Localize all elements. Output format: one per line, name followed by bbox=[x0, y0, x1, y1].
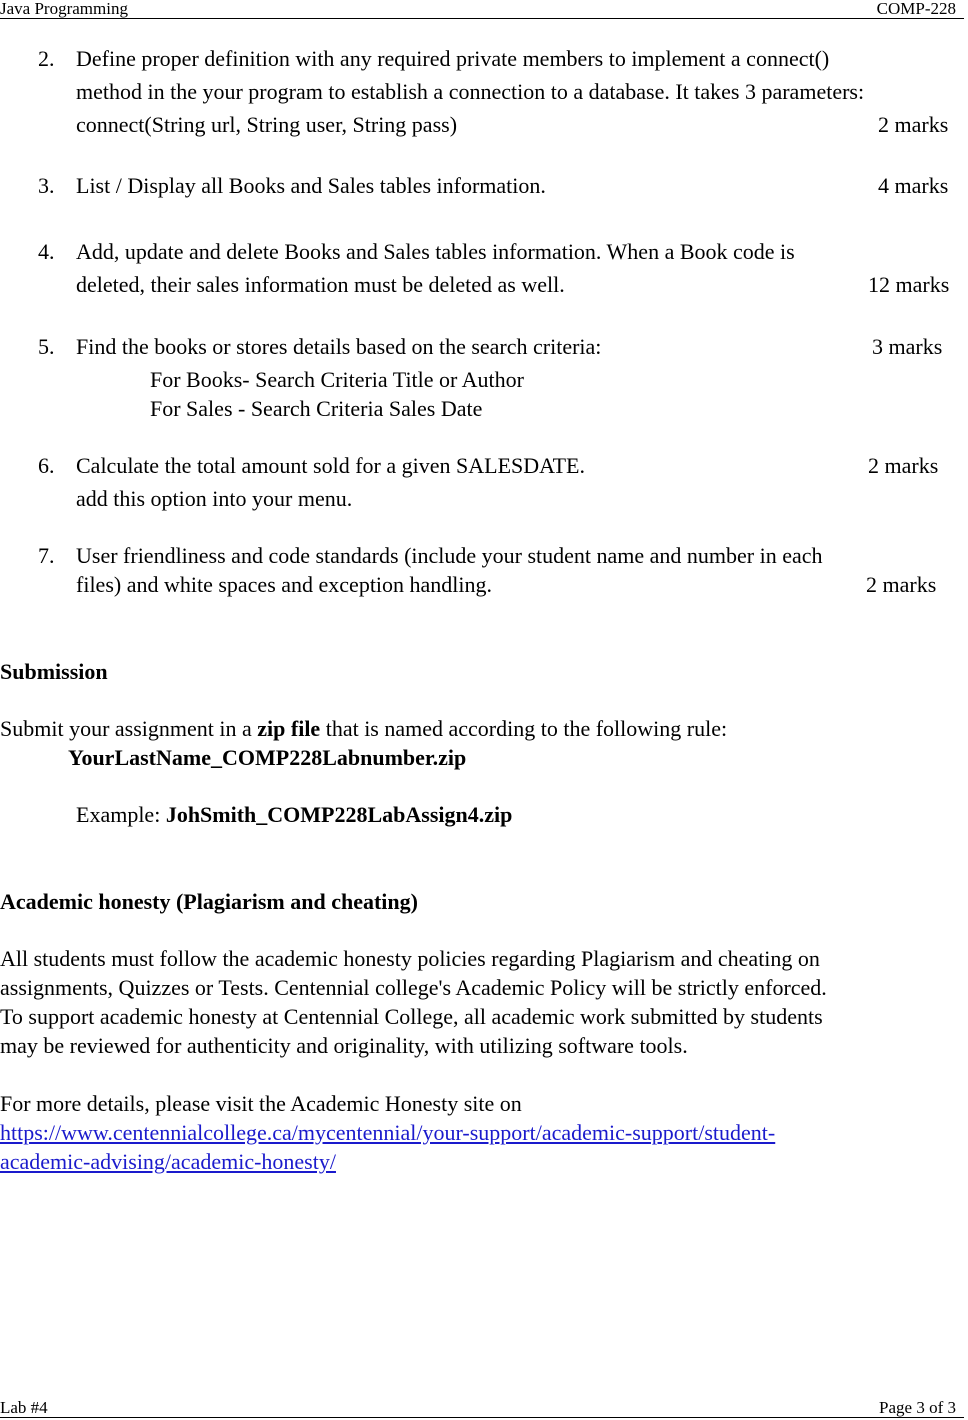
item-number: 6. bbox=[38, 453, 55, 478]
header-rule bbox=[0, 18, 964, 19]
submission-naming-rule: YourLastName_COMP228Labnumber.zip bbox=[68, 745, 467, 770]
item-text-line: connect(String url, String user, String pass) bbox=[76, 112, 458, 137]
submission-instruction-prefix: Submit your assignment in a bbox=[0, 716, 258, 741]
item-text-line: method in the your program to establish a connection to a database. It takes 3 parameters: bbox=[76, 79, 865, 104]
item-number: 7. bbox=[38, 543, 55, 568]
item-text-line: User friendliness and code standards (include your student name and number in each bbox=[76, 543, 823, 568]
search-criteria-books: For Books- Search Criteria Title or Author bbox=[150, 367, 524, 392]
item-text-line: Calculate the total amount sold for a given SALESDATE. bbox=[76, 453, 585, 478]
item-text-line: add this option into your menu. bbox=[76, 486, 353, 511]
header-course-name: Java Programming bbox=[0, 0, 128, 18]
submission-example-label: Example: bbox=[76, 802, 166, 827]
honesty-link-continued[interactable]: academic-advising/academic-honesty/ bbox=[0, 1149, 336, 1174]
header-course-code: COMP-228 bbox=[876, 0, 956, 18]
item-number: 3. bbox=[38, 173, 55, 198]
item-number: 4. bbox=[38, 239, 55, 264]
item-marks: 2 marks bbox=[868, 453, 939, 478]
submission-instruction-suffix: that is named according to the following rule: bbox=[320, 716, 728, 741]
item-marks: 2 marks bbox=[866, 572, 937, 597]
footer-lab-number: Lab #4 bbox=[0, 1398, 48, 1417]
item-text-line: List / Display all Books and Sales tables information. bbox=[76, 173, 546, 198]
item-text-line: Add, update and delete Books and Sales tables information. When a Book code is bbox=[76, 239, 795, 264]
honesty-heading: Academic honesty (Plagiarism and cheating) bbox=[0, 889, 418, 914]
honesty-paragraph-line: To support academic honesty at Centennial College, all academic work submitted by students bbox=[0, 1004, 823, 1029]
item-marks: 2 marks bbox=[878, 112, 949, 137]
item-text-line: Find the books or stores details based on the search criteria: bbox=[76, 334, 602, 359]
submission-instruction bbox=[0, 716, 727, 742]
honesty-link[interactable]: https://www.centennialcollege.ca/mycentennial/your-support/academic-support/student- bbox=[0, 1120, 776, 1145]
item-text-line: Define proper definition with any required private members to implement a connect() bbox=[76, 46, 830, 71]
footer-rule bbox=[0, 1417, 964, 1418]
item-text-line: files) and white spaces and exception handling. bbox=[76, 572, 493, 597]
honesty-paragraph-line: All students must follow the academic honesty policies regarding Plagiarism and cheating on bbox=[0, 946, 820, 971]
honesty-paragraph-line: may be reviewed for authenticity and originality, with utilizing software tools. bbox=[0, 1033, 688, 1058]
submission-zip-file: zip file bbox=[257, 716, 321, 741]
submission-heading: Submission bbox=[0, 659, 108, 684]
item-marks: 12 marks bbox=[868, 272, 950, 297]
honesty-details-line: For more details, please visit the Academic Honesty site on bbox=[0, 1091, 522, 1116]
submission-example bbox=[76, 802, 512, 828]
item-marks: 4 marks bbox=[878, 173, 949, 198]
item-text-line: deleted, their sales information must be deleted as well. bbox=[76, 272, 565, 297]
item-number: 5. bbox=[38, 334, 55, 359]
item-marks: 3 marks bbox=[872, 334, 943, 359]
search-criteria-sales: For Sales - Search Criteria Sales Date bbox=[150, 396, 483, 421]
item-number: 2. bbox=[38, 46, 55, 71]
footer-page-number: Page 3 of 3 bbox=[879, 1398, 956, 1417]
honesty-paragraph-line: assignments, Quizzes or Tests. Centennial college's Academic Policy will be strictly enforced. bbox=[0, 975, 827, 1000]
submission-example-filename: JohSmith_COMP228LabAssign4.zip bbox=[165, 802, 513, 827]
